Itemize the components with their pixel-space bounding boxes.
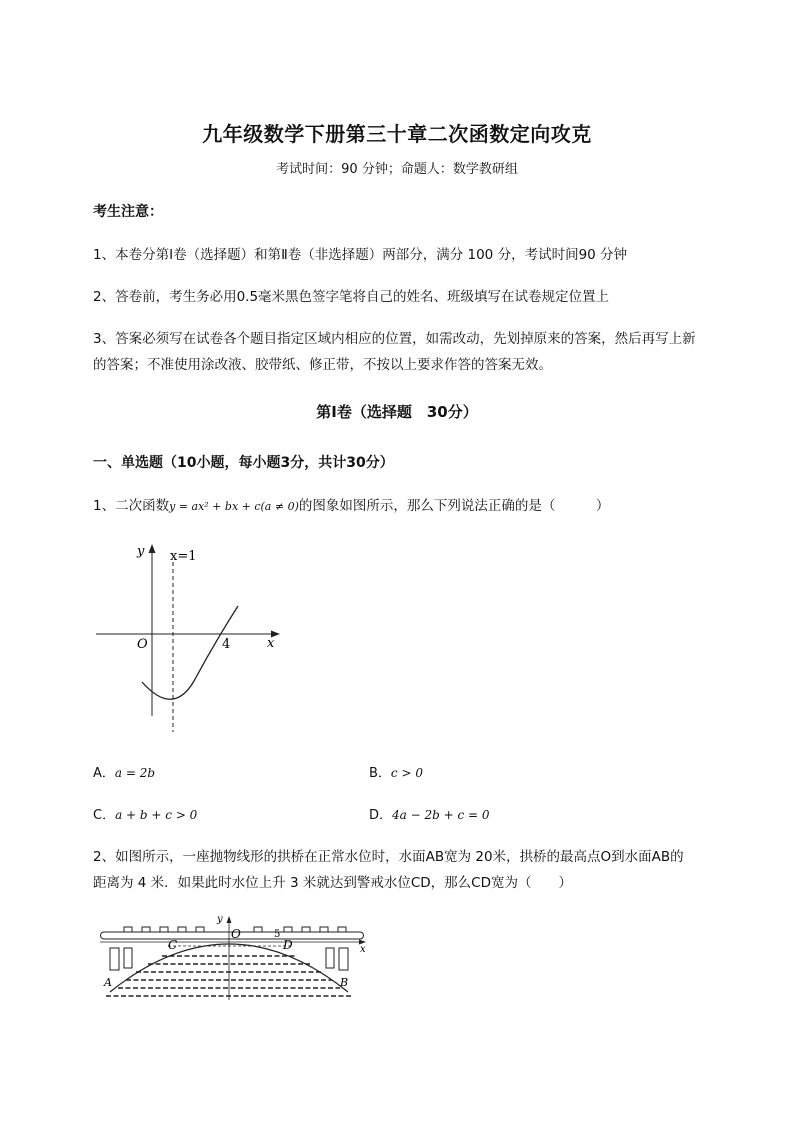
point-c-label: C bbox=[168, 938, 178, 952]
tick-5-label: 5 bbox=[274, 929, 281, 940]
point-d-label: D bbox=[283, 938, 293, 952]
x-label: x bbox=[360, 944, 366, 955]
option-a-expr: a = 2b bbox=[114, 766, 156, 780]
y-axis-label: y bbox=[137, 544, 145, 559]
origin-label: O bbox=[137, 637, 148, 652]
note-item-1: 1、本卷分第Ⅰ卷（选择题）和第Ⅱ卷（非选择题）两部分，满分 100 分，考试时间90 分钟 bbox=[93, 247, 628, 263]
option-b-expr: c > 0 bbox=[390, 766, 423, 780]
page-title: 九年级数学下册第三十章二次函数定向攻克 bbox=[202, 122, 592, 146]
left-pier-2 bbox=[124, 948, 132, 968]
point-a-label: A bbox=[104, 976, 112, 989]
question-1-suffix: 的图象如图所示，那么下列说法正确的是（ ） bbox=[298, 498, 610, 514]
notes-heading: 考生注意： bbox=[93, 204, 163, 220]
question-1 bbox=[93, 494, 609, 514]
exam-info: 考试时间：90 分钟；命题人：数学教研组 bbox=[276, 162, 518, 177]
note-item-3-line-1: 3、答案必须写在试卷各个题目指定区域内相应的位置，如需改动，先划掉原来的答案，然后再写上新 bbox=[93, 331, 696, 347]
deck-right-end bbox=[360, 932, 364, 939]
question-2-line-1: 2、如图所示，一座抛物线形的拱桥在正常水位时，水面AB宽为 20米，拱桥的最高点O到水面AB的 bbox=[93, 849, 684, 865]
part-heading: 一、单选题（10小题，每小题3分，共计30分） bbox=[93, 455, 394, 471]
point-b-label: B bbox=[340, 976, 349, 989]
option-c-expr: a + b + c > 0 bbox=[115, 808, 198, 822]
x-intercept-label: 4 bbox=[222, 637, 231, 652]
question-1-graph bbox=[90, 532, 290, 738]
deck-left-end bbox=[101, 932, 105, 939]
question-2-line-2: 距离为 4 米．如果此时水位上升 3 米就达到警戒水位CD，那么CD宽为（ ） bbox=[93, 875, 572, 891]
option-d-label: D． bbox=[369, 808, 393, 823]
option-a-label: A． bbox=[93, 766, 115, 781]
question-1-prefix: 1、二次函数 bbox=[93, 498, 170, 514]
option-b-label: B． bbox=[369, 766, 391, 781]
right-pier-2 bbox=[339, 948, 348, 970]
note-item-3-line-2: 的答案；不准使用涂改液、胶带纸、修正带，不按以上要求作答的答案无效。 bbox=[93, 357, 552, 373]
section-title: 第Ⅰ卷（选择题 30分） bbox=[316, 403, 478, 421]
right-pier-1 bbox=[326, 948, 334, 968]
option-c[interactable] bbox=[93, 804, 197, 823]
y-axis-arrow bbox=[227, 916, 232, 923]
symmetry-line-label: x=1 bbox=[170, 549, 197, 564]
y-axis-arrow bbox=[149, 544, 156, 553]
note-item-2: 2、答卷前，考生务必用0.5毫米黑色签字笔将自己的姓名、班级填写在试卷规定位置上 bbox=[93, 289, 610, 305]
parabola-curve bbox=[142, 606, 238, 699]
option-d-expr: 4a − 2b + c = 0 bbox=[392, 808, 490, 822]
question-2-bridge-figure bbox=[96, 912, 376, 1004]
option-d[interactable] bbox=[369, 804, 490, 823]
option-a[interactable] bbox=[93, 762, 155, 781]
question-1-formula: y = ax² + bx + c(a ≠ 0) bbox=[169, 500, 299, 513]
option-c-label: C． bbox=[93, 808, 116, 823]
point-o-label: O bbox=[231, 927, 241, 941]
left-pier-1 bbox=[110, 948, 119, 970]
option-b[interactable] bbox=[369, 762, 423, 781]
y-label: y bbox=[217, 914, 223, 925]
x-axis-label: x bbox=[267, 636, 275, 651]
